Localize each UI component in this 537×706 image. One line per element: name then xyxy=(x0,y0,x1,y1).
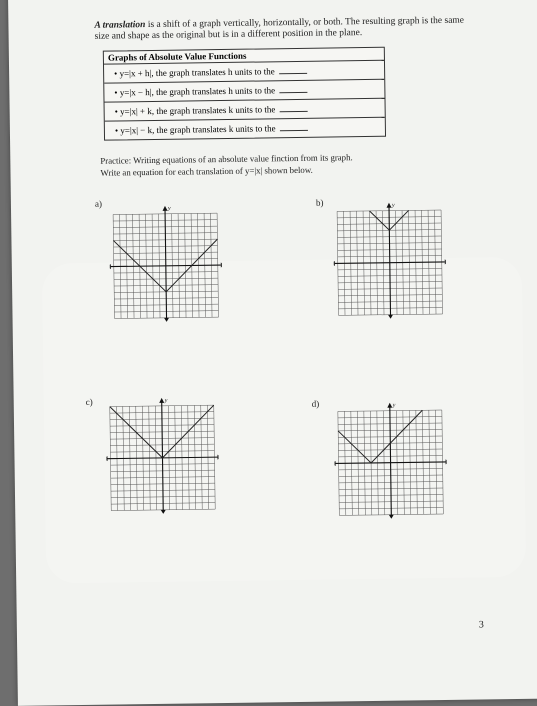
practice-line-2: Write an equation for each translation of y=|x| shown below. xyxy=(100,164,313,178)
definition-term: A translation xyxy=(94,20,146,31)
answer-blank[interactable] xyxy=(279,111,307,112)
y-axis xyxy=(389,205,391,318)
y-axis-arrow-icon xyxy=(159,398,164,403)
x-axis-arrow-left-icon xyxy=(109,264,111,269)
rule-text: , the graph translates h units to the xyxy=(151,85,276,98)
y-axis-arrow-icon xyxy=(386,203,391,208)
rule-item: • y=|x + h|, the graph translates h units to the xyxy=(104,61,384,84)
definition-text: is a shift of a graph vertically, horizontally, or both. The resulting graph is the same size and shape as the original but is in a different position in the plane. xyxy=(94,15,465,42)
x-axis-arrow-left-icon xyxy=(333,261,335,266)
coordinate-grid xyxy=(109,203,223,323)
rules-box xyxy=(103,47,386,141)
y-axis-label: y xyxy=(391,202,395,209)
rule-formula: y=|x + h| xyxy=(119,68,152,79)
rule-item: • y=|x| + k, the graph translates k units to the xyxy=(105,99,385,122)
x-axis-arrow-left-icon xyxy=(106,456,108,461)
graph-a xyxy=(109,203,223,323)
page-number: 3 xyxy=(478,619,484,631)
coordinate-grid xyxy=(333,200,447,320)
rule-item: • y=|x − h|, the graph translates h units to the xyxy=(104,80,384,103)
answer-blank[interactable] xyxy=(279,92,307,93)
graph-b xyxy=(333,200,447,320)
rule-formula: y=|x| − k xyxy=(120,125,153,136)
rule-text: , the graph translates h units to the xyxy=(151,66,275,79)
rule-formula: y=|x| + k xyxy=(119,106,152,117)
y-axis-arrow-down-icon xyxy=(161,510,166,514)
coordinate-grid xyxy=(334,400,448,520)
y-axis-label: y xyxy=(164,397,168,404)
y-axis xyxy=(165,208,167,321)
rules-box-title: Graphs of Absolute Value Functions xyxy=(104,48,384,65)
graph-d xyxy=(334,400,448,520)
y-axis-arrow-down-icon xyxy=(388,315,393,319)
graph-a-label: a) xyxy=(94,198,103,209)
worksheet-page xyxy=(8,0,537,706)
answer-blank[interactable] xyxy=(279,73,307,74)
y-axis-arrow-icon xyxy=(162,206,167,211)
practice-instructions xyxy=(100,150,420,178)
translation-definition xyxy=(94,15,474,42)
graph-c xyxy=(106,395,220,515)
y-axis-label: y xyxy=(167,205,171,212)
y-axis-label: y xyxy=(392,402,396,409)
x-axis-arrow-left-icon xyxy=(334,461,336,466)
rule-item: • y=|x| − k, the graph translates k units to the xyxy=(105,118,385,140)
y-axis xyxy=(390,405,392,518)
practice-line-1: Practice: Writing equations of an absolute value finction from its graph. xyxy=(100,152,353,166)
graph-d-label: d) xyxy=(311,398,320,409)
rule-text: , the graph translates k units to the xyxy=(151,104,276,117)
y-axis-arrow-down-icon xyxy=(164,318,169,322)
answer-blank[interactable] xyxy=(280,130,308,131)
coordinate-grid xyxy=(106,395,220,515)
graph-c-label: c) xyxy=(85,396,93,407)
graph-b-label: b) xyxy=(315,197,324,208)
rule-formula: y=|x − h| xyxy=(119,87,152,98)
rule-text: , the graph translates k units to the xyxy=(152,123,276,136)
y-axis-arrow-icon xyxy=(387,403,392,408)
y-axis-arrow-down-icon xyxy=(389,515,394,519)
y-axis xyxy=(162,400,164,513)
